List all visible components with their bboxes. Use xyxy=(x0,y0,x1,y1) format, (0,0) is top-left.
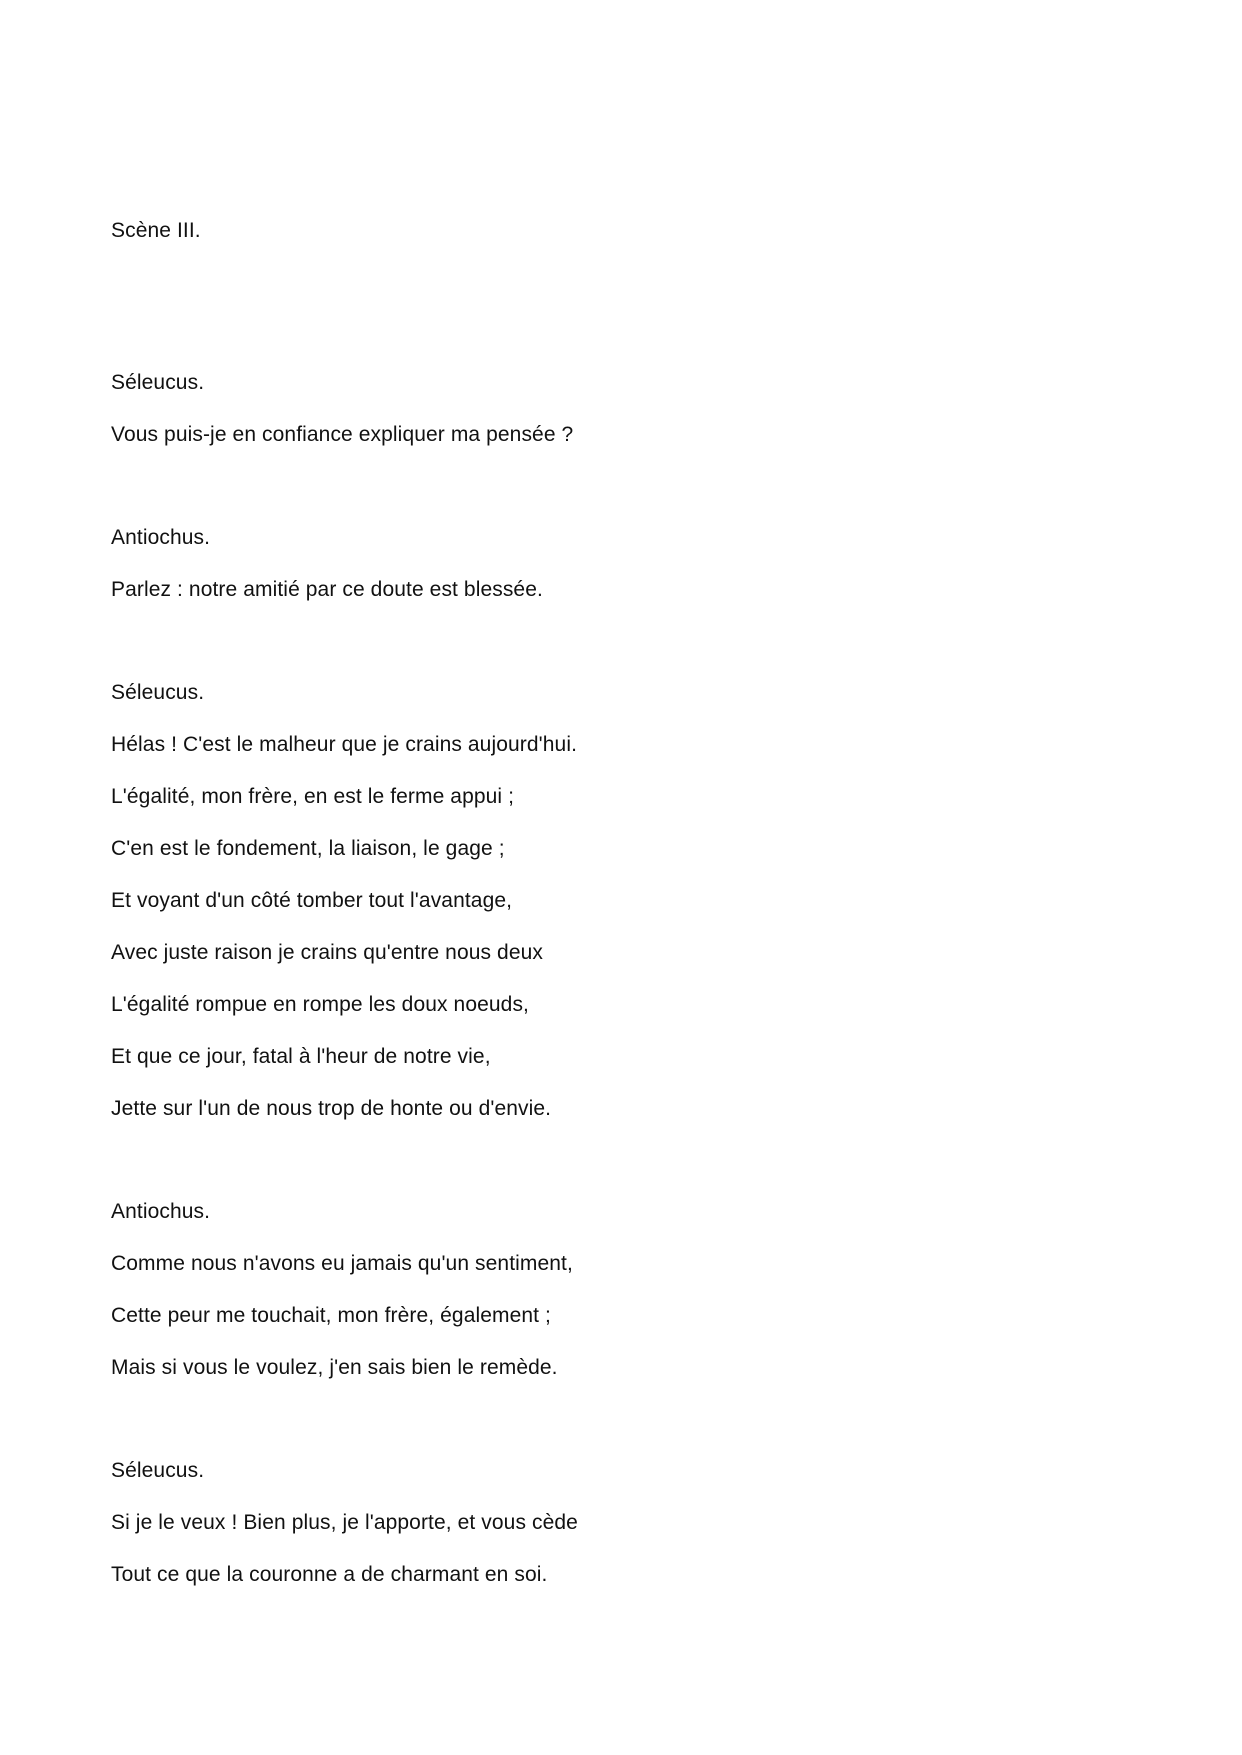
verse-line: Vous puis-je en confiance expliquer ma pensée ? xyxy=(111,423,574,446)
speaker-name: Antiochus. xyxy=(111,1200,211,1223)
speaker-name: Antiochus. xyxy=(111,526,211,549)
verse-line: Et que ce jour, fatal à l'heur de notre vie, xyxy=(111,1045,491,1068)
verse-line: Mais si vous le voulez, j'en sais bien le remède. xyxy=(111,1356,558,1379)
scene-heading: Scène III. xyxy=(111,219,201,242)
speaker-name: Séleucus. xyxy=(111,1459,205,1482)
verse-line: Avec juste raison je crains qu'entre nous deux xyxy=(111,941,543,964)
verse-line: Comme nous n'avons eu jamais qu'un sentiment, xyxy=(111,1252,573,1275)
verse-line: Et voyant d'un côté tomber tout l'avantage, xyxy=(111,889,513,912)
verse-line: Parlez : notre amitié par ce doute est blessée. xyxy=(111,578,543,601)
verse-line: Tout ce que la couronne a de charmant en soi. xyxy=(111,1563,548,1586)
verse-line: Si je le veux ! Bien plus, je l'apporte, et vous cède xyxy=(111,1511,578,1534)
speaker-name: Séleucus. xyxy=(111,681,205,704)
verse-line: Cette peur me touchait, mon frère, également ; xyxy=(111,1304,551,1327)
verse-line: C'en est le fondement, la liaison, le gage ; xyxy=(111,837,505,860)
speaker-name: Séleucus. xyxy=(111,371,205,394)
verse-line: Jette sur l'un de nous trop de honte ou d'envie. xyxy=(111,1097,552,1120)
verse-line: L'égalité rompue en rompe les doux noeuds, xyxy=(111,993,529,1016)
verse-line: L'égalité, mon frère, en est le ferme appui ; xyxy=(111,785,515,808)
verse-line: Hélas ! C'est le malheur que je crains aujourd'hui. xyxy=(111,733,578,756)
